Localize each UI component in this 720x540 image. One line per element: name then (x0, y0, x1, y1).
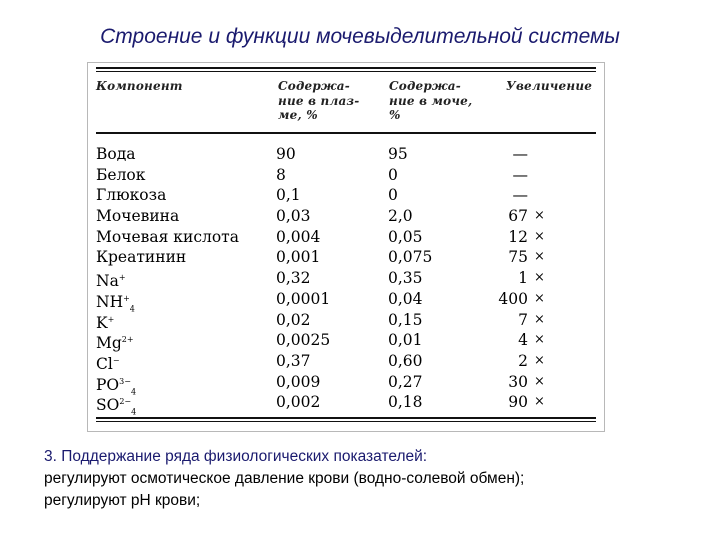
slide-title: Строение и функции мочевыделительной системы (100, 25, 620, 48)
table-row (88, 268, 604, 289)
table-row (88, 247, 604, 268)
table-row (88, 392, 604, 417)
cell-urine: 0 (388, 186, 398, 205)
component-name: Cl (96, 355, 113, 374)
cell-plasma: 0,1 (276, 186, 301, 205)
header-urine-line2: ние в моче, (389, 93, 473, 108)
header-urine-line3: % (389, 108, 401, 122)
ion-superscript: 3− (119, 376, 131, 386)
cell-component (96, 185, 166, 206)
times-icon: × (534, 373, 545, 389)
times-icon: × (534, 352, 545, 368)
component-name: SO (96, 396, 120, 415)
component-name: K (96, 313, 108, 332)
component-name: PO (96, 375, 120, 394)
cell-component (96, 247, 186, 268)
component-name: Мочевая кислота (96, 227, 239, 246)
cell-plasma: 0,37 (276, 351, 311, 370)
cell-urine: 0,60 (388, 351, 423, 370)
footer-line-ph: регулируют pH крови; (44, 492, 201, 509)
table-row (88, 310, 604, 331)
ion-subscript: 4 (130, 386, 137, 396)
component-name: Белок (96, 165, 146, 184)
composition-table (87, 62, 605, 432)
table-body (88, 144, 604, 417)
component-name: Mg (96, 334, 122, 353)
times-icon: × (534, 249, 545, 265)
cell-plasma: 0,0001 (276, 289, 331, 308)
component-name: Мочевина (96, 207, 180, 226)
cell-increase: 400 (498, 289, 528, 308)
cell-urine: 95 (388, 145, 408, 163)
table-row (88, 185, 604, 206)
table-bottom-rule (96, 417, 596, 419)
cell-plasma: 0,004 (276, 227, 321, 246)
cell-component (96, 227, 239, 248)
ion-superscript: + (118, 273, 126, 283)
cell-plasma: 90 (276, 145, 296, 163)
table-row (88, 289, 604, 314)
cell-increase: 75 (508, 248, 528, 267)
ion-superscript: 2− (119, 397, 132, 407)
table-row (88, 206, 604, 227)
cell-urine: 0,35 (388, 269, 423, 288)
cell-increase: 12 (508, 227, 528, 246)
cell-plasma: 8 (276, 165, 286, 184)
cell-plasma: 0,02 (276, 310, 311, 329)
times-icon: × (534, 270, 545, 286)
cell-urine: 0,18 (388, 393, 423, 412)
table-row (88, 144, 604, 165)
ion-subscript: 4 (131, 407, 137, 417)
table-row (88, 372, 604, 396)
ion-superscript: − (112, 355, 120, 365)
times-icon: × (534, 394, 545, 410)
component-name: NH (96, 292, 124, 311)
times-icon: × (534, 332, 545, 348)
cell-urine: 0,01 (388, 331, 423, 350)
ion-superscript: 2+ (121, 335, 134, 345)
header-urine (389, 79, 489, 123)
cell-urine: 0 (388, 165, 398, 184)
table-row (88, 227, 604, 248)
table-row (88, 165, 604, 186)
cell-urine: 2,0 (388, 207, 413, 226)
cell-urine: 0,075 (388, 248, 433, 267)
cell-plasma: 0,009 (276, 372, 321, 391)
cell-plasma: 0,001 (276, 248, 321, 267)
cell-increase: — (512, 186, 528, 205)
cell-increase: 30 (508, 372, 528, 391)
cell-increase: 90 (508, 393, 528, 412)
cell-plasma: 0,002 (276, 393, 321, 412)
ion-subscript: 4 (129, 304, 135, 314)
cell-urine: 0,27 (388, 372, 423, 391)
header-plasma-line3: ме, % (278, 108, 318, 122)
header-plasma-line1: Содержа- (278, 79, 350, 93)
times-icon: × (534, 208, 545, 224)
table-top-rule (96, 67, 596, 69)
component-name: Вода (96, 145, 136, 163)
ion-superscript: + (107, 314, 115, 324)
cell-plasma: 0,32 (276, 269, 311, 288)
table-top-rule-thin (96, 71, 596, 72)
times-icon: × (534, 311, 545, 327)
cell-plasma: 0,0025 (276, 331, 331, 350)
cell-increase: 4 (518, 331, 528, 350)
cell-increase: 67 (508, 207, 528, 226)
component-name: Глюкоза (96, 186, 167, 205)
component-name: Креатинин (96, 248, 187, 267)
cell-urine: 0,15 (388, 310, 423, 329)
header-component-label: Компонент (96, 79, 183, 93)
header-plasma-line2: ние в плаз- (278, 93, 360, 108)
table-row (88, 330, 604, 351)
footer-text (44, 446, 704, 512)
table-row (88, 351, 604, 372)
cell-component (96, 206, 179, 227)
cell-component (96, 144, 136, 165)
ion-superscript: + (123, 293, 130, 303)
component-name: Na (96, 272, 119, 291)
cell-urine: 0,04 (388, 289, 423, 308)
footer-line-osmotic: регулируют осмотическое давление крови (водно-солевой обмен); (44, 470, 525, 487)
header-urine-line1: Содержа- (389, 79, 461, 93)
header-plasma (278, 79, 378, 123)
header-component (96, 79, 183, 94)
cell-increase: — (512, 165, 528, 184)
table-bottom-rule-thin (96, 421, 596, 422)
cell-increase: — (512, 145, 528, 163)
cell-urine: 0,05 (388, 227, 423, 246)
cell-increase: 7 (518, 310, 528, 329)
cell-plasma: 0,03 (276, 207, 311, 226)
cell-increase: 2 (518, 351, 528, 370)
header-increase-label: Увеличение (506, 79, 593, 93)
header-increase (506, 79, 592, 94)
table-header-rule (96, 132, 596, 134)
times-icon: × (534, 228, 545, 244)
footer-heading: 3. Поддержание ряда физиологических показателей: (44, 448, 428, 465)
cell-increase: 1 (518, 269, 528, 288)
cell-component (96, 165, 145, 186)
times-icon: × (534, 290, 545, 306)
